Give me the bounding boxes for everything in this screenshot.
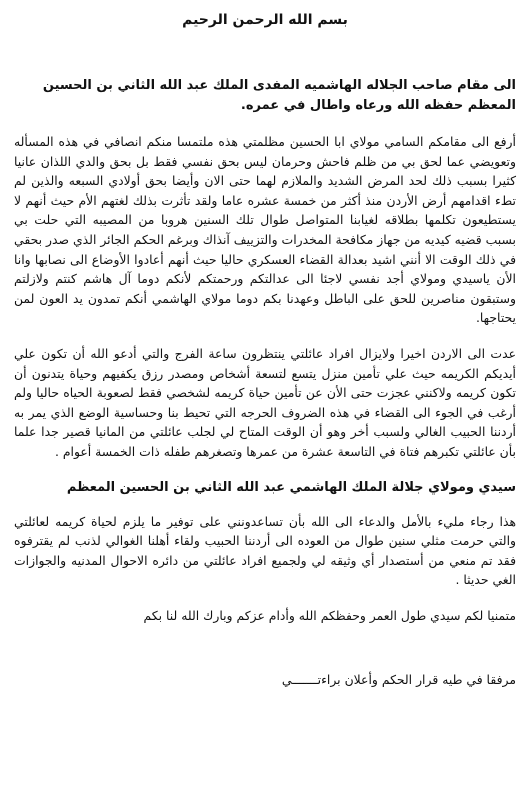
signature-line: مرفقا في طيه قرار الحكم وأعلان براءتـــــــي: [281, 671, 516, 687]
address-line: الى مقام صاحب الجلاله الهاشميه المفدى الملك عبد الله الثاني بن الحسين المعظم حفظه الله ورعاه واطال في عمره.: [42, 78, 516, 113]
subheading: سيدي ومولاي جلالة الملك الهاشمي عبد الله الثاني بن الحسين المعظم: [66, 479, 516, 495]
basmala-heading: بسم الله الرحمن الرحيم: [182, 12, 348, 28]
paragraph-2: عدت الى الاردن اخيرا ولايزال افراد عائلتي ينتظرون ساعة الفرج والتي أدعو الله أن تكون علي أيديكم الكريمه حيث علي تأمين منزل يتسع لتسعة أشخاص ومصدر رزق يكفيهم وحياة يتدنون أن تكون كريمه ولاكنني عجزت حتى الأن عن تأمين حياة كريمه لشخصي فقط لصعوبة الحياه حاليا ولم أرغب في الجوء الى القضاء في هذه الضروف الحرجه التي تحيط بنا وحساسية الوضع الذي يمر به أردننا الحبيب الغالي ولسبب أخر وهو أن الوقت المتاح لي لجلب عائلتي من المانيا قصير جدا علما بأن عائلتي تكبرهم فتاة في التاسعة عشرة من عمرها وتصغرهم طفله ذات الخمسة أعوام .: [14, 345, 516, 459]
closing-line: متمنيا لكم سيدي طول العمر وحفظكم الله وأدام عزكم وبارك الله لنا بكم: [143, 607, 516, 623]
paragraph-3: هذا رجاء مليء بالأمل والدعاء الى الله بأن تساعدونني على توفير ما يلزم لحياة كريمه لعائلتي والتي حرمت مثلي سنين طوال من العوده الى أردننا الحبيب ولقاء أهلنا الغوالي لذنب لم يقترفوه فقد تم منعي من أستصدار أي وثيقه لي ولجميع افراد عائلتي من دائره الاحوال المدنيه والجوازات الغي حديثا .: [14, 513, 516, 588]
paragraph-1: أرفع الى مقامكم السامي مولاي ابا الحسين مظلمتي هذه ملتمسا منكم انصافي في هذه المسأله وتعويضي عما لحق بي من ظلم فاحش وحرمان ليس بحق نفسي فقط بل بحق والدي اللذان عانيا كثيرا بسبب ذلك لحد المرض الشديد والملازم لهما حتى الان وأيضا بحق أولادي السبعه والذين لم تطء اقدامهم أرض الأردن منذ أكثر من خمسة عشره عاما ولقد تأثرت بذلك لغتهم الأم حيث أنهم لا يستطيعون تكلمها بطلاقه لغيابنا المتواصل طوال تلك السنين هروبا من المصيبه التي حلت بي بسبب قضيه كيديه من جهاز مكافحة المخدرات والتزييف آنذاك وبرغم الحكم الجائر الذي صدر بحقي في ذلك الوقت الا أنني اشيد بعدالة القضاء العسكري حاليا حيث أنهم أعادوا الأوضاع الى نصابها وانا الأن ياسيدي ومولاي أجد نفسي لاجئا الى عدالتكم ورحمتكم لأنكم دوما آل هاشم كنتم ولازلتم وستبقون مناصرين للحق على الباطل وعهدنا بكم دوما مولاي الهاشمي أنكم تمدون يد العون لمن يحتاجها.: [14, 134, 516, 326]
